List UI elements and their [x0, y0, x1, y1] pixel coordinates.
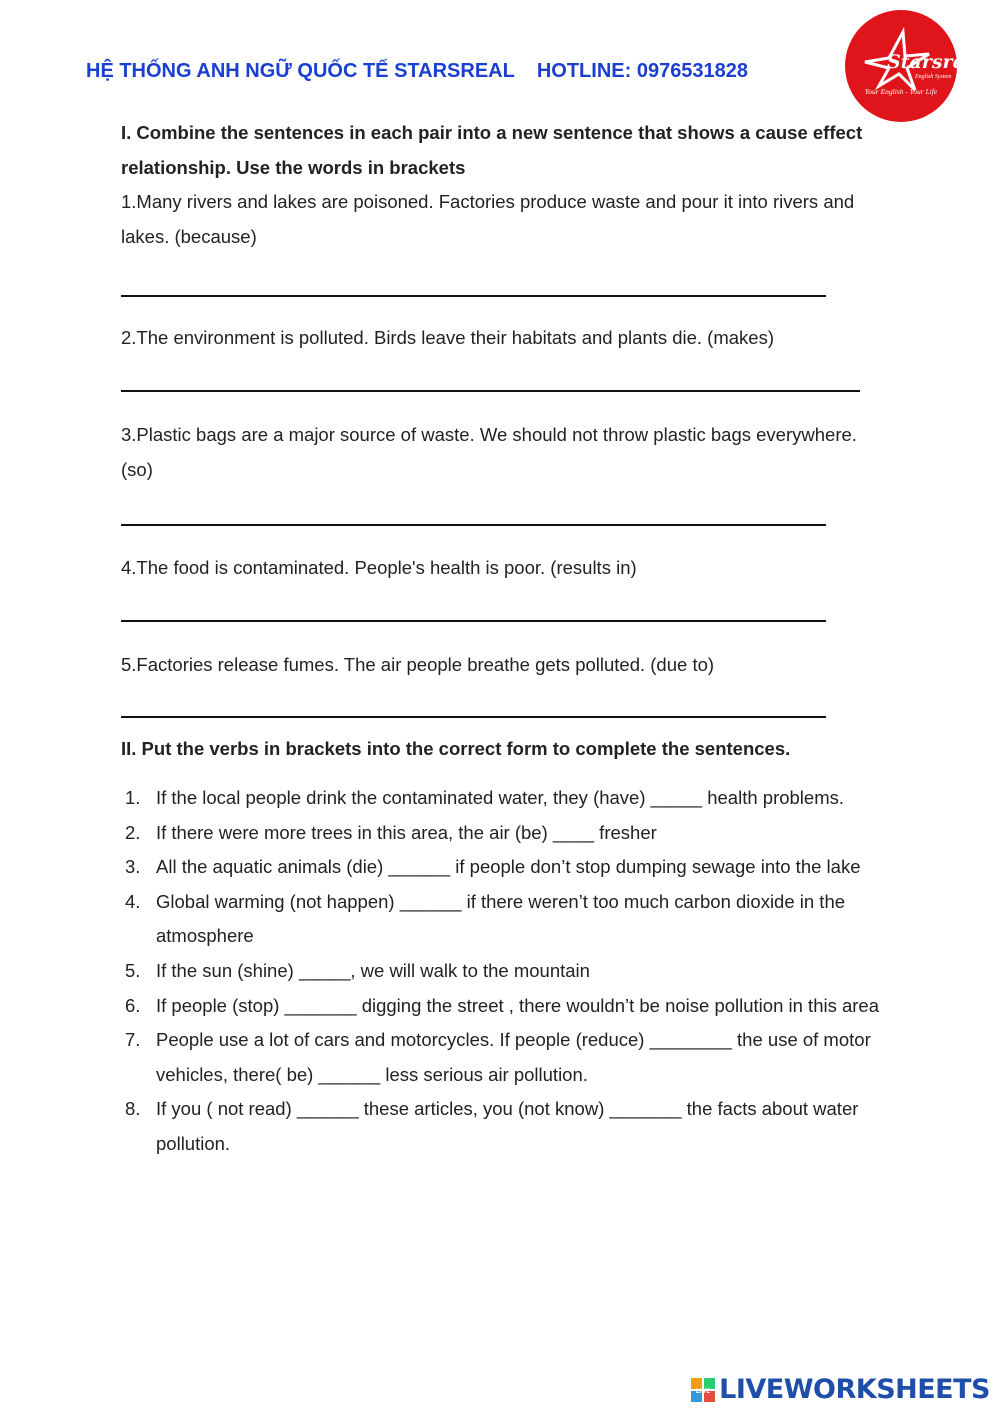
page-header [86, 60, 748, 83]
list-item: 8. If you ( not read) ______ these articles, you (not know) _______ the facts about water pollution. [125, 1098, 859, 1154]
hotline: HOTLINE: 0976531828 [536, 60, 749, 82]
list-item: 3. All the aquatic animals (die) ______ if people don’t stop dumping sewage into the lake [125, 856, 861, 878]
logo-brand: Starsreal [887, 51, 985, 73]
section1-title: I. Combine the sentences in each pair into a new sentence that shows a cause effect relationship. Use the words in brackets [121, 122, 863, 178]
section2-title: II. Put the verbs in brackets into the correct form to complete the sentences. [121, 738, 791, 760]
section1-question-5: 5.Factories release fumes. The air people breathe gets polluted. (due to) [121, 653, 715, 675]
section1-question-4: 4.The food is contaminated. People's health is poor. (results in) [121, 557, 637, 579]
org-name: HỆ THỐNG ANH NGỮ QUỐC TẾ STARSREAL [86, 60, 515, 82]
svg-text:LIVE: LIVE [695, 1387, 711, 1395]
answer-line-5[interactable] [121, 716, 826, 718]
logo-sub: English System [915, 74, 952, 80]
verb-exercise-list [121, 781, 891, 1162]
liveworksheets-logo [691, 1374, 990, 1405]
section1-question-3: 3.Plastic bags are a major source of waste. We should not throw plastic bags everywhere. (so) [121, 423, 857, 480]
list-item: 7. People use a lot of cars and motorcycles. If people (reduce) ________ the use of motor vehicles, there( be) ______ less serious air pollution. [125, 1029, 871, 1085]
list-item: 1. If the local people drink the contaminated water, they (have) _____ health problems. [125, 786, 845, 808]
liveworksheets-text: LIVEWORKSHEETS [719, 1374, 990, 1405]
starsreal-logo-icon [845, 10, 985, 122]
list-item: 4. Global warming (not happen) ______ if there weren’t too much carbon dioxide in the atmosphere [125, 890, 846, 947]
section1-question-2: 2.The environment is polluted. Birds leave their habitats and plants die. (makes) [121, 327, 774, 349]
list-item: 6. If people (stop) _______ digging the street , there wouldn’t be noise pollution in this area [125, 994, 880, 1016]
liveworksheets-icon [691, 1378, 715, 1402]
worksheet-content [121, 116, 891, 1161]
section1-question-1: 1.Many rivers and lakes are poisoned. Factories produce waste and pour it into rivers and lakes. (because) [121, 191, 855, 247]
starsreal-logo [845, 10, 985, 122]
logo-slogan: Your English - Your Life [864, 87, 938, 96]
list-item: 2. If there were more trees in this area, the air (be) ____ fresher [125, 821, 657, 843]
list-item: 5. If the sun (shine) _____, we will walk to the mountain [125, 959, 590, 981]
